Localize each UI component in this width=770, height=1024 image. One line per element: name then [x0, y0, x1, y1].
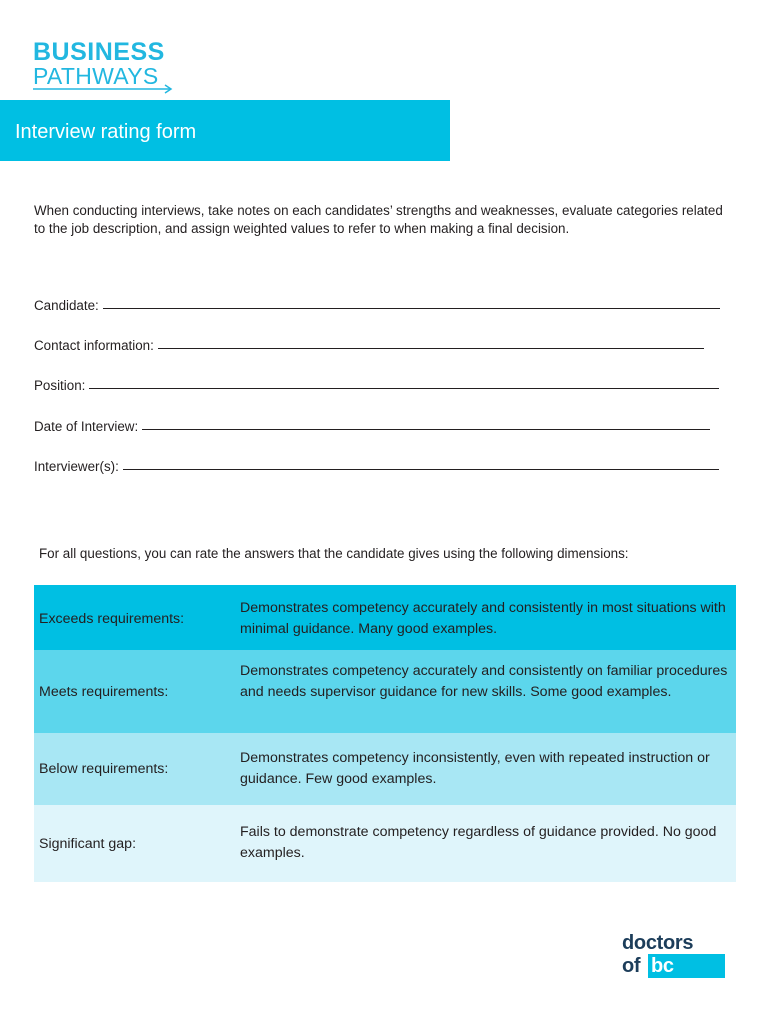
rating-row-exceeds	[34, 585, 736, 650]
position-label: Position:	[34, 378, 86, 393]
interviewers-label: Interviewer(s):	[34, 459, 119, 474]
rating-label: Below requirements:	[39, 761, 169, 777]
logo-arrow-icon	[33, 38, 193, 96]
intro-paragraph: When conducting interviews, take notes on each candidates’ strengths and weaknesses, evaluate categories related to the job description, and assign weighted values to refer to when making a final decision.	[34, 203, 723, 236]
rating-description: Demonstrates competency accurately and consistently on familiar procedures and needs supervisor guidance for new skills. Some good examples.	[240, 663, 728, 700]
candidate-label: Candidate:	[34, 298, 99, 313]
candidate-field[interactable]	[34, 295, 720, 315]
title-banner	[0, 100, 450, 161]
candidate-input-line[interactable]	[103, 294, 720, 309]
page-title: Interview rating form	[15, 121, 197, 143]
rating-scale-table	[34, 585, 736, 882]
interviewers-input-line[interactable]	[123, 455, 719, 470]
date-of-interview-label: Date of Interview:	[34, 419, 139, 434]
rating-label: Meets requirements:	[39, 684, 169, 700]
date-of-interview-input-line[interactable]	[142, 415, 710, 430]
rating-row-significant-gap	[34, 805, 736, 882]
rating-row-meets	[34, 650, 736, 733]
date-of-interview-field[interactable]	[34, 416, 710, 436]
contact-information-field[interactable]	[34, 335, 704, 355]
logo-line-pathways: PATHWAYS	[33, 63, 159, 89]
business-pathways-logo	[33, 38, 193, 96]
rating-scale-intro: For all questions, you can rate the answers that the candidate gives using the following dimensions:	[39, 546, 629, 561]
rating-description: Demonstrates competency inconsistently, even with repeated instruction or guidance. Few good examples.	[240, 750, 710, 787]
doctors-of-bc-logo	[622, 932, 726, 980]
position-field[interactable]	[34, 375, 719, 395]
rating-label: Exceeds requirements:	[39, 611, 185, 627]
logo-word-bc: bc	[651, 955, 674, 977]
logo-word-of: of	[622, 955, 641, 977]
rating-description: Demonstrates competency accurately and consistently in most situations with minimal guidance. Many good examples.	[240, 600, 726, 637]
rating-description: Fails to demonstrate competency regardless of guidance provided. No good examples.	[240, 824, 717, 861]
rating-row-below	[34, 733, 736, 805]
interviewers-field[interactable]	[34, 456, 719, 476]
logo-bc-box	[648, 954, 725, 978]
contact-information-label: Contact information:	[34, 338, 154, 353]
position-input-line[interactable]	[89, 374, 719, 389]
rating-label: Significant gap:	[39, 836, 137, 852]
contact-information-input-line[interactable]	[158, 334, 704, 349]
logo-word-doctors: doctors	[622, 932, 694, 954]
logo-line-business: BUSINESS	[33, 38, 165, 66]
